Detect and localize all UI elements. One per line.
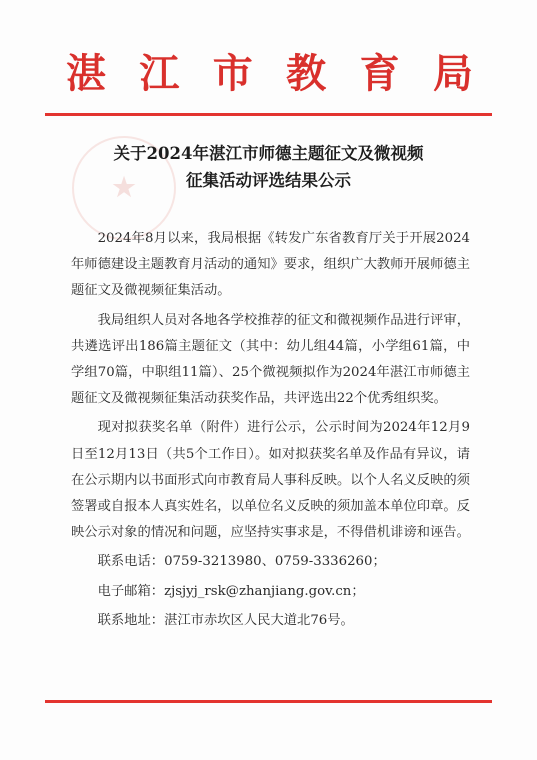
body-paragraph-notice: 现对拟获奖名单（附件）进行公示，公示时间为2024年12月9日至12月13日（共5个工作日）。如对拟获奖名单及作品有异议，请在公示期内以书面形式向市教育局人事科反映。以个人名义反映的须签署或自报本人真实姓名，以单位名义反映的须加盖本单位印章。反映公示对象的情况和问题，应坚持实事求是，不得借机诽谤和诬告。 (71, 420, 470, 541)
document-title-line-2: 征集活动评选结果公示 (186, 171, 351, 190)
seal-star-icon: ★ (112, 173, 136, 203)
masthead-agency-name (62, 50, 477, 98)
document-title-line-1: 关于2024年湛江市师德主题征文及微视频 (113, 144, 424, 163)
footer-divider (45, 700, 492, 703)
masthead-char: 江 (139, 50, 180, 97)
masthead-char: 局 (432, 50, 473, 97)
contact-phone: 联系电话：0759-3213980、0759-3336260； (97, 554, 386, 570)
contact-email: 电子邮箱：zjsjyj_rsk@zhanjiang.gov.cn； (97, 583, 365, 599)
document-body (71, 226, 470, 637)
masthead-char: 教 (286, 50, 327, 97)
masthead-char: 市 (212, 50, 253, 97)
contact-address: 联系地址：湛江市赤坎区人民大道北76号。 (97, 612, 354, 628)
masthead-char: 湛 (66, 50, 106, 97)
body-paragraph-intro: 2024年8月以来，我局根据《转发广东省教育厅关于开展2024年师德建设主题教育月活动的通知》要求，组织广大教师开展师德主题征文及微视频征集活动。 (71, 231, 470, 299)
masthead-char: 育 (359, 50, 400, 97)
masthead-divider-top (45, 113, 492, 116)
body-paragraph-review: 我局组织人员对各地各学校推荐的征文和微视频作品进行评审，共遴选评出186篇主题征文（其中：幼儿组44篇，小学组61篇，中学组70篇，中职组11篇）、25个微视频拟作为2024年湛江市师德主题征文及微视频征集活动获奖作品，共评选出22个优秀组织奖。 (71, 312, 470, 407)
